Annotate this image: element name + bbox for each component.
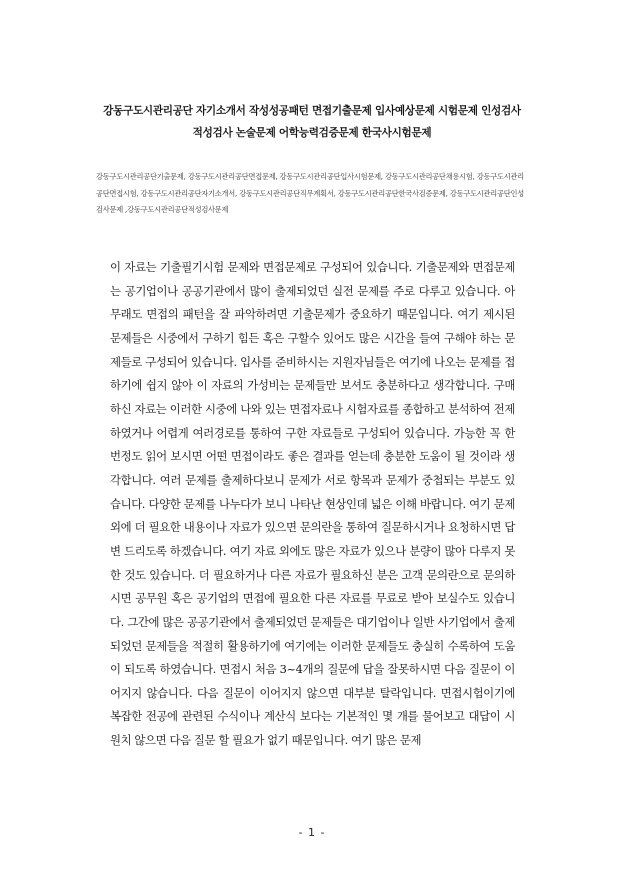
keyword-list: 강동구도시관리공단기출문제, 강동구도시관리공단면접문제, 강동구도시관리공단입사시험문제, 강동구도시관리공단채용시험, 강동구도시관리공단면접시험, 강동구도시관리공단자기소개서, 강동구도시관리공단직무계획서, 강동구도시관리공단한국사검증문제, 강동구도시관리공단인성검사문제 ,강동구도시관리공단적성검사문제 <box>96 172 525 214</box>
body-paragraph: 이 자료는 기출필기시험 문제와 면접문제로 구성되어 있습니다. 기출문제와 면접문제는 공기업이나 공공기관에서 많이 출제되었던 실전 문제를 주로 다루고 있습니다. 아무래도 면접의 패턴을 잘 파악하려면 기출문제가 중요하기 때문입니다. 여기 제시된 문제들은 시중에서 구하기 힘든 혹은 구할수 있어도 많은 시간을 들여 구해야 하는 문제들로 구성되어 있습니다. 입사를 준비하시는 지원자님들은 여기에 나오는 문제를 접하기에 쉽지 않아 이 자료의 가성비는 문제들만 보셔도 충분하다고 생각합니다. 구매하신 자료는 이러한 시중에 나와 있는 면접자료나 시험자료를 종합하고 분석하여 전제하였거나 어렵게 여러경로를 통하여 구한 자료들로 구성되어 있습니다. 가능한 꼭 한번정도 읽어 보시면 어떤 면접이라도 좋은 결과를 얻는데 충분한 도움이 될 것이라 생각합니다. 여러 문제를 출제하다보니 문제가 서로 항목과 문제가 중첩되는 부분도 있습니다. 다양한 문제를 나누다가 보니 나타난 현상인데 넓은 이해 바랍니다. 여기 문제 외에 더 필요한 내용이나 자료가 있으면 문의란을 통하여 질문하시거나 요청하시면 답변 드리도록 하겠습니다. 여기 자료 외에도 많은 자료가 있으나 분량이 많아 다루지 못한 것도 있습니다. 더 필요하거나 다른 자료가 필요하신 분은 고객 문의란으로 문의하시면 공무원 혹은 공기업의 면접에 필요한 다른 자료를 무료로 받아 보실수도 있습니다. 그간에 많은 공공기관에서 출제되었던 문제들은 대기업이나 일반 사기업에서 출제되었던 문제들을 적절히 활용하기에 여기에는 이러한 문제들도 충실히 수록하여 도움이 되도록 하였습니다. 면접시 처음 3~4개의 질문에 답을 잘못하시면 다음 질문이 이어지지 않습니다. 다음 질문이 이어지지 않으면 대부분 탈락입니다. 면접시험이기에 복잡한 전공에 관련된 수식이나 계산식 보다는 기본적인 몇 개를 물어보고 대답이 시원치 않으면 다음 질문 할 필요가 없기 때문입니다. 여기 많은 문제 <box>110 260 515 748</box>
page-number: - 1 - <box>298 826 326 839</box>
document-title-line-1: 강동구도시관리공단 자기소개서 작성성공패턴 면접기출문제 입사예상문제 시험문제 인성검사 <box>103 105 521 117</box>
document-title-line-2: 적성검사 논술문제 어학능력검증문제 한국사시험문제 <box>192 127 432 139</box>
